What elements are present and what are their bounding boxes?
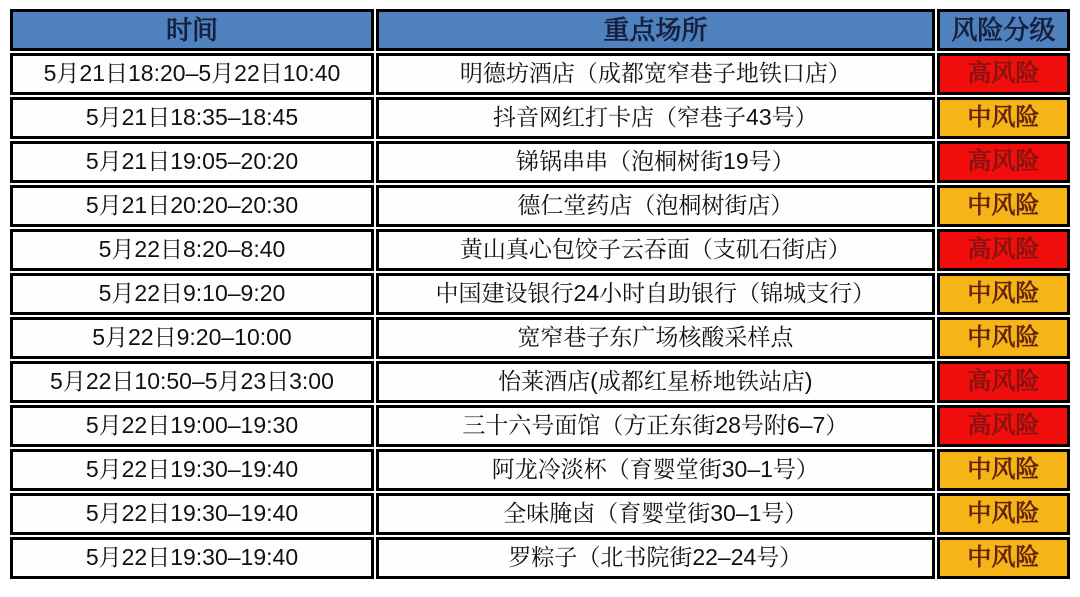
place-cell: 中国建设银行24小时自助银行（锦城支行） [376,273,935,315]
col-header-risk: 风险分级 [937,9,1070,51]
risk-badge-cell: 高风险 [937,141,1070,183]
place-cell: 宽窄巷子东广场核酸采样点 [376,317,935,359]
place-cell: 三十六号面馆（方正东街28号附6–7） [376,405,935,447]
table-row [10,97,1070,139]
col-header-time: 时间 [10,9,374,51]
place-cell: 抖音网红打卡店（窄巷子43号） [376,97,935,139]
time-cell: 5月21日20:20–20:30 [10,185,374,227]
header-row [10,9,1070,51]
table-row [10,361,1070,403]
place-cell: 黄山真心包饺子云吞面（支矶石街店） [376,229,935,271]
risk-table [8,7,1072,581]
risk-badge-cell: 高风险 [937,361,1070,403]
table-row [10,141,1070,183]
table-body [10,53,1070,579]
time-cell: 5月22日19:30–19:40 [10,537,374,579]
place-cell: 德仁堂药店（泡桐树街店） [376,185,935,227]
table-row [10,405,1070,447]
risk-badge-cell: 中风险 [937,97,1070,139]
table-row [10,53,1070,95]
place-cell: 锑锅串串（泡桐树街19号） [376,141,935,183]
table-row [10,493,1070,535]
risk-badge-cell: 中风险 [937,449,1070,491]
risk-badge-cell: 中风险 [937,317,1070,359]
place-cell: 罗粽子（北书院街22–24号） [376,537,935,579]
place-cell: 怡莱酒店(成都红星桥地铁站店) [376,361,935,403]
time-cell: 5月21日18:35–18:45 [10,97,374,139]
table-row [10,185,1070,227]
risk-badge-cell: 中风险 [937,493,1070,535]
time-cell: 5月22日19:30–19:40 [10,449,374,491]
risk-badge-cell: 高风险 [937,53,1070,95]
risk-badge-cell: 中风险 [937,537,1070,579]
table-row [10,317,1070,359]
time-cell: 5月21日18:20–5月22日10:40 [10,53,374,95]
time-cell: 5月22日9:10–9:20 [10,273,374,315]
time-cell: 5月21日19:05–20:20 [10,141,374,183]
time-cell: 5月22日10:50–5月23日3:00 [10,361,374,403]
table-row [10,229,1070,271]
time-cell: 5月22日19:30–19:40 [10,493,374,535]
place-cell: 明德坊酒店（成都宽窄巷子地铁口店） [376,53,935,95]
table-header [10,9,1070,51]
time-cell: 5月22日9:20–10:00 [10,317,374,359]
risk-badge-cell: 中风险 [937,185,1070,227]
col-header-place: 重点场所 [376,9,935,51]
table-row [10,449,1070,491]
table-row [10,537,1070,579]
risk-badge-cell: 高风险 [937,405,1070,447]
risk-badge-cell: 中风险 [937,273,1070,315]
time-cell: 5月22日8:20–8:40 [10,229,374,271]
time-cell: 5月22日19:00–19:30 [10,405,374,447]
place-cell: 阿龙冷淡杯（育婴堂街30–1号） [376,449,935,491]
risk-badge-cell: 高风险 [937,229,1070,271]
table-row [10,273,1070,315]
place-cell: 全味腌卤（育婴堂街30–1号） [376,493,935,535]
